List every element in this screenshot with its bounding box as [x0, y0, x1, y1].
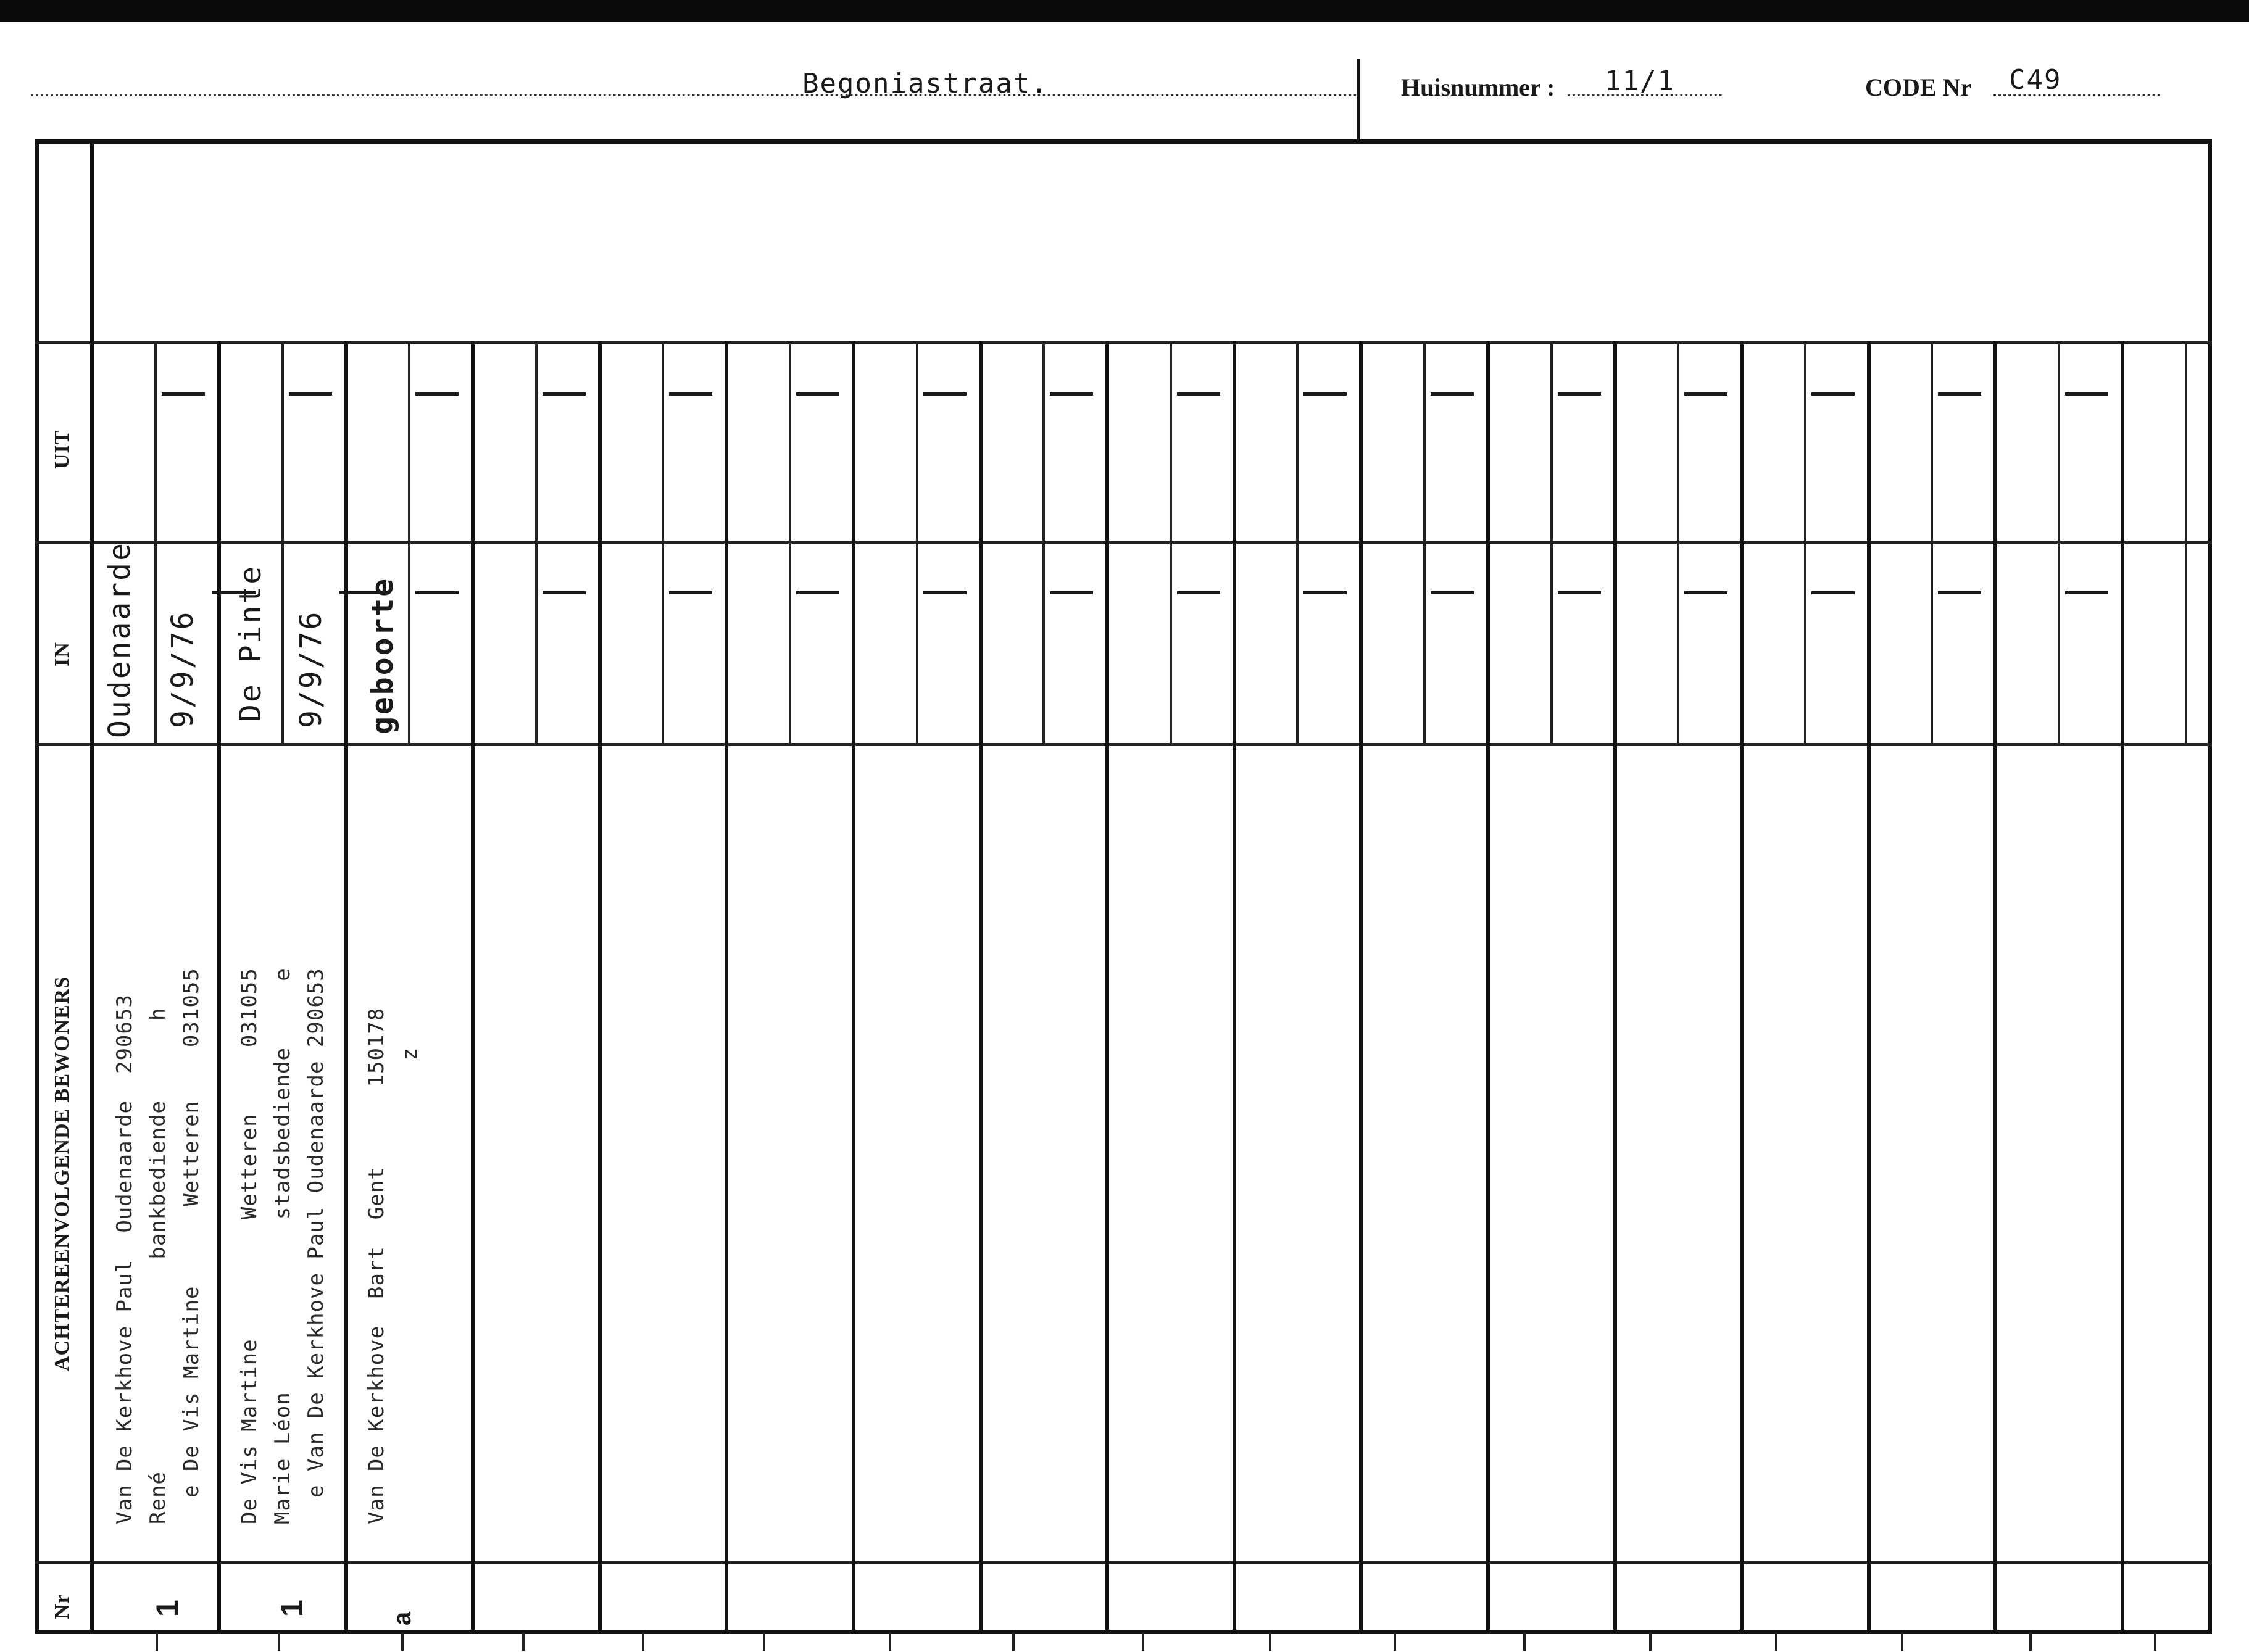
bottom-tick-12 — [1523, 1632, 1526, 1651]
subcolumn-line-8 — [1042, 341, 1045, 743]
street-dotted-line — [31, 94, 1358, 96]
header-separator — [1357, 59, 1360, 143]
huisnummer-value: 11/1 — [1605, 65, 1675, 97]
bottom-tick-17 — [2154, 1632, 2156, 1651]
in-dash-16 — [2065, 591, 2108, 594]
in-dash-7 — [923, 591, 967, 594]
nr-label: Nr — [51, 1593, 73, 1619]
uit-dash-4 — [543, 392, 586, 396]
in-dash-9 — [1177, 591, 1220, 594]
uit-dash-16 — [2065, 392, 2108, 396]
row-divider-bewoners-top — [35, 743, 2212, 746]
subcolumn-line-4 — [535, 341, 538, 743]
column-line-1 — [217, 341, 221, 1634]
bottom-tick-15 — [1901, 1632, 1903, 1651]
bottom-tick-10 — [1269, 1632, 1271, 1651]
in-dash-14 — [1811, 591, 1855, 594]
entry-2-nr: 1 — [275, 1600, 309, 1617]
in-dash-6 — [796, 591, 839, 594]
subcolumn-line-7 — [916, 341, 918, 743]
bottom-tick-11 — [1394, 1632, 1396, 1651]
in-dash-11 — [1431, 591, 1474, 594]
entry-1-nr: 1 — [150, 1600, 185, 1617]
in-dash-13 — [1684, 591, 1727, 594]
row-divider-in-top — [35, 541, 2212, 544]
entry-1-line-2: René bankbediende h — [146, 1007, 170, 1524]
uit-dash-8 — [1050, 392, 1093, 396]
entry-2-line-1: De Vis Martine Wetteren 031055 — [237, 968, 262, 1524]
column-line-5 — [725, 341, 728, 1634]
uit-dash-1 — [162, 392, 205, 396]
subcolumn-line-1 — [154, 341, 157, 743]
subcolumn-line-16 — [2058, 341, 2060, 743]
uit-dash-14 — [1811, 392, 1855, 396]
subcolumn-line-17 — [2185, 341, 2187, 743]
entry-2-in-date: 9/9/76 — [294, 610, 328, 728]
in-dash-3 — [415, 591, 459, 594]
column-line-4 — [598, 341, 602, 1634]
bottom-tick-6 — [763, 1632, 765, 1651]
bottom-tick-13 — [1649, 1632, 1652, 1651]
uit-dash-6 — [796, 392, 839, 396]
bottom-tick-5 — [642, 1632, 644, 1651]
entry-1-line-3: e De Vis Martine Wetteren 031055 — [179, 968, 204, 1524]
subcolumn-line-5 — [662, 341, 664, 743]
entry-3-nr: a — [389, 1611, 416, 1625]
label-column-divider — [90, 139, 94, 1634]
entry-2-line-2: Marie Léon stadsbediende e — [270, 968, 295, 1524]
subcolumn-line-6 — [789, 341, 791, 743]
subcolumn-line-12 — [1550, 341, 1553, 743]
column-line-10 — [1359, 341, 1363, 1634]
column-line-2 — [344, 341, 348, 1634]
bottom-tick-14 — [1775, 1632, 1777, 1651]
uit-label: UIT — [51, 430, 73, 469]
column-line-12 — [1613, 341, 1617, 1634]
uit-dash-2 — [289, 392, 332, 396]
in-dash-8 — [1050, 591, 1093, 594]
in-dash-15 — [1938, 591, 1981, 594]
bewoners-label: ACHTEREENVOLGENDE BEWONERS — [51, 976, 73, 1371]
column-line-11 — [1486, 341, 1490, 1634]
code-value: C49 — [2009, 64, 2062, 96]
subcolumn-line-11 — [1423, 341, 1426, 743]
entry-2-line-3: e Van De Kerkhove Paul Oudenaarde 290653 — [304, 968, 328, 1524]
entry-1-in-date: 9/9/76 — [165, 610, 200, 728]
uit-dash-13 — [1684, 392, 1727, 396]
entry-1-in-place: Oudenaarde — [102, 541, 137, 738]
column-line-9 — [1233, 341, 1236, 1634]
entry-3-line-2: z — [397, 1047, 422, 1524]
entry-2-in-place: De Pinte — [233, 564, 268, 722]
bottom-tick-2 — [278, 1632, 280, 1651]
row-divider-uit-top — [35, 341, 2212, 344]
entry-3-in-place: geboorte — [365, 576, 400, 734]
street-name: Begoniastraat. — [802, 68, 1049, 99]
huisnummer-label: Huisnummer : — [1401, 73, 1555, 101]
bottom-tick-4 — [522, 1632, 525, 1651]
subcolumn-line-14 — [1804, 341, 1806, 743]
bottom-tick-9 — [1142, 1632, 1144, 1651]
subcolumn-line-2 — [281, 341, 284, 743]
column-line-8 — [1105, 341, 1109, 1634]
column-line-16 — [2121, 341, 2124, 1634]
in-label: IN — [51, 642, 73, 666]
column-line-13 — [1740, 341, 1744, 1634]
column-line-7 — [979, 341, 983, 1634]
column-line-15 — [1993, 341, 1997, 1634]
column-line-14 — [1867, 341, 1871, 1634]
code-label: CODE Nr — [1865, 73, 1972, 101]
bottom-tick-7 — [889, 1632, 891, 1651]
row-divider-nr-top — [35, 1561, 2212, 1564]
scan-top-border — [0, 0, 2249, 22]
in-dash-5 — [669, 591, 712, 594]
entry-3-line-1: Van De Kerkhove Bart Gent 150178 — [364, 1007, 389, 1524]
bottom-tick-1 — [156, 1632, 158, 1651]
bottom-tick-16 — [2029, 1632, 2032, 1651]
uit-dash-11 — [1431, 392, 1474, 396]
uit-dash-12 — [1558, 392, 1601, 396]
uit-dash-3 — [415, 392, 459, 396]
in-dash-10 — [1303, 591, 1347, 594]
uit-dash-10 — [1303, 392, 1347, 396]
in-dash-12 — [1558, 591, 1601, 594]
bottom-tick-3 — [401, 1632, 404, 1651]
subcolumn-line-15 — [1931, 341, 1933, 743]
subcolumn-line-10 — [1296, 341, 1299, 743]
uit-dash-9 — [1177, 392, 1220, 396]
subcolumn-line-3 — [408, 341, 410, 743]
bottom-tick-8 — [1012, 1632, 1015, 1651]
in-dash-4 — [543, 591, 586, 594]
column-line-3 — [471, 341, 475, 1634]
uit-dash-15 — [1938, 392, 1981, 396]
subcolumn-line-9 — [1170, 341, 1172, 743]
register-card-frame — [35, 139, 2212, 1634]
uit-dash-7 — [923, 392, 967, 396]
uit-dash-5 — [669, 392, 712, 396]
subcolumn-line-13 — [1677, 341, 1679, 743]
entry-1-line-1: Van De Kerkhove Paul Oudenaarde 290653 — [112, 994, 137, 1524]
column-line-6 — [852, 341, 855, 1634]
